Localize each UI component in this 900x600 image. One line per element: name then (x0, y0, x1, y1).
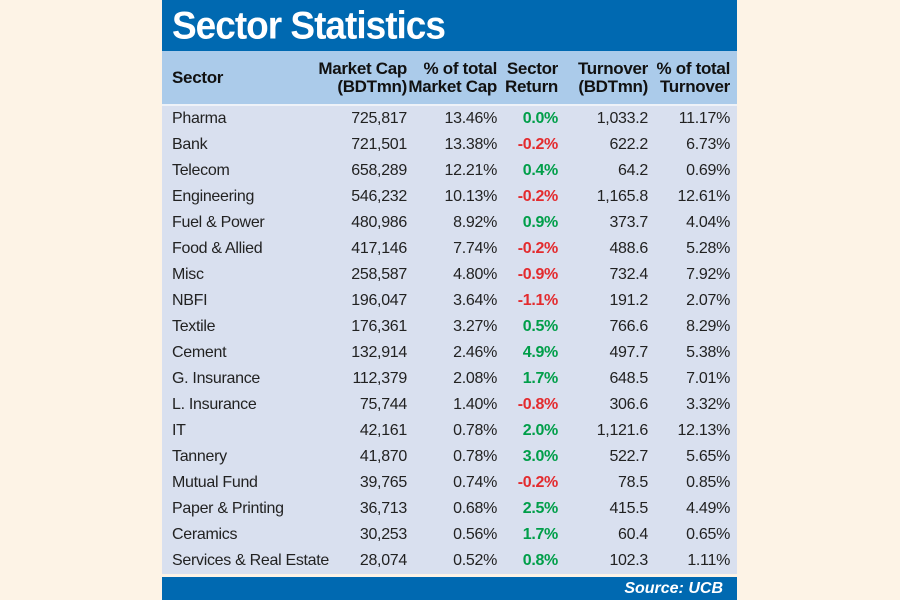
turnover-cell: 306.6 (609, 396, 648, 413)
sector-return-cell: -0.9% (517, 266, 558, 283)
sector-name-cell: Services & Real Estate (172, 552, 330, 569)
market-cap-cell: 658,289 (351, 162, 407, 179)
pct-market-cap-cell: 2.08% (453, 370, 497, 387)
pct-turnover-cell: 5.28% (686, 240, 730, 257)
market-cap-cell: 39,765 (359, 474, 407, 491)
market-cap-cell: 132,914 (351, 344, 407, 361)
column-header-market-cap (318, 51, 407, 104)
market-cap-cell: 42,161 (359, 422, 407, 439)
sector-statistics-panel (162, 0, 737, 600)
pct-market-cap-cell: 4.80% (453, 266, 497, 283)
table-row (162, 496, 737, 522)
turnover-cell: 648.5 (609, 370, 648, 387)
sector-name-cell: Ceramics (172, 526, 238, 543)
column-header-label: % of total (656, 58, 730, 78)
market-cap-cell: 480,986 (351, 214, 407, 231)
sector-return-cell: -0.2% (517, 136, 558, 153)
pct-market-cap-cell: 3.64% (453, 292, 497, 309)
source-bar (162, 577, 737, 600)
sector-return-cell: -0.2% (517, 474, 558, 491)
page-title: Sector Statistics (172, 3, 445, 47)
table-row (162, 548, 737, 574)
pct-turnover-cell: 12.13% (677, 422, 730, 439)
column-header-label: % of total (423, 58, 497, 78)
turnover-cell: 1,033.2 (596, 110, 648, 127)
turnover-cell: 373.7 (609, 214, 648, 231)
sector-return-cell: -1.1% (517, 292, 558, 309)
sector-return-cell: 2.0% (522, 422, 558, 439)
pct-turnover-cell: 1.11% (687, 552, 730, 569)
sector-return-cell: 1.7% (522, 526, 558, 543)
turnover-cell: 488.6 (609, 240, 648, 257)
sector-return-cell: 0.5% (522, 318, 558, 335)
column-header-pct-turnover (648, 51, 737, 104)
pct-market-cap-cell: 8.92% (453, 214, 497, 231)
table-row (162, 262, 737, 288)
market-cap-cell: 176,361 (351, 318, 407, 335)
pct-market-cap-cell: 0.78% (453, 422, 497, 439)
sector-name-cell: L. Insurance (172, 396, 257, 413)
column-header-sector (162, 51, 330, 104)
turnover-cell: 732.4 (609, 266, 648, 283)
market-cap-cell: 546,232 (351, 188, 407, 205)
pct-market-cap-cell: 12.21% (444, 162, 497, 179)
pct-turnover-cell: 8.29% (686, 318, 730, 335)
turnover-cell: 522.7 (609, 448, 648, 465)
pct-turnover-cell: 11.17% (678, 110, 730, 127)
table-row (162, 470, 737, 496)
sector-name-cell: NBFI (172, 292, 208, 309)
pct-turnover-cell: 5.65% (686, 448, 730, 465)
sector-return-cell: -0.2% (517, 188, 558, 205)
turnover-cell: 64.2 (618, 162, 648, 179)
pct-market-cap-cell: 13.38% (444, 136, 497, 153)
sector-return-cell: 0.8% (522, 552, 558, 569)
market-cap-cell: 28,074 (359, 552, 407, 569)
turnover-cell: 78.5 (618, 474, 648, 491)
table-header-row (162, 51, 737, 104)
sector-name-cell: Mutual Fund (172, 474, 258, 491)
pct-market-cap-cell: 0.78% (453, 448, 497, 465)
sector-name-cell: G. Insurance (172, 370, 261, 387)
pct-market-cap-cell: 3.27% (453, 318, 497, 335)
column-header-turnover (558, 51, 648, 104)
market-cap-cell: 30,253 (359, 526, 407, 543)
pct-turnover-cell: 0.65% (686, 526, 730, 543)
column-header-pct-market-cap (407, 51, 497, 104)
sector-return-cell: -0.2% (517, 240, 558, 257)
sector-return-cell: 0.4% (522, 162, 558, 179)
column-header-label: Turnover (659, 76, 730, 96)
table-row (162, 236, 737, 262)
pct-turnover-cell: 2.07% (686, 292, 730, 309)
table-row (162, 392, 737, 418)
table-row (162, 132, 737, 158)
pct-turnover-cell: 5.38% (686, 344, 730, 361)
pct-turnover-cell: 0.69% (686, 162, 730, 179)
table-row (162, 210, 737, 236)
pct-turnover-cell: 3.32% (686, 396, 730, 413)
turnover-cell: 1,165.8 (596, 188, 648, 205)
turnover-cell: 102.3 (609, 552, 648, 569)
sector-return-cell: -0.8% (517, 396, 558, 413)
source-label: Source: UCB (624, 579, 723, 597)
pct-market-cap-cell: 13.46% (444, 110, 497, 127)
sector-name-cell: Bank (172, 136, 208, 153)
table-row (162, 288, 737, 314)
pct-turnover-cell: 0.85% (686, 474, 730, 491)
turnover-cell: 766.6 (609, 318, 648, 335)
table-row (162, 444, 737, 470)
table-row (162, 418, 737, 444)
sector-name-cell: Pharma (172, 110, 227, 127)
market-cap-cell: 36,713 (359, 500, 407, 517)
turnover-cell: 191.2 (609, 292, 648, 309)
table-body (162, 106, 737, 574)
sector-name-cell: Fuel & Power (172, 214, 265, 231)
column-header-label: Sector (506, 58, 558, 78)
pct-turnover-cell: 4.49% (686, 500, 730, 517)
market-cap-cell: 721,501 (351, 136, 407, 153)
sector-name-cell: Paper & Printing (172, 500, 284, 517)
pct-turnover-cell: 6.73% (686, 136, 730, 153)
pct-turnover-cell: 7.92% (686, 266, 730, 283)
table-row (162, 522, 737, 548)
turnover-cell: 1,121.6 (596, 422, 648, 439)
sector-return-cell: 1.7% (522, 370, 558, 387)
sector-name-cell: IT (172, 422, 186, 439)
column-header-label: Market Cap (318, 58, 407, 78)
sector-return-cell: 4.9% (522, 344, 558, 361)
sector-name-cell: Cement (172, 344, 227, 361)
sector-name-cell: Food & Allied (172, 240, 263, 257)
market-cap-cell: 112,379 (352, 370, 407, 387)
pct-market-cap-cell: 0.52% (453, 552, 497, 569)
sector-name-cell: Engineering (172, 188, 255, 205)
turnover-cell: 622.2 (609, 136, 648, 153)
turnover-cell: 60.4 (618, 526, 648, 543)
sector-return-cell: 3.0% (522, 448, 558, 465)
column-header-label: Turnover (577, 58, 648, 78)
pct-turnover-cell: 7.01% (686, 370, 730, 387)
pct-turnover-cell: 12.61% (677, 188, 730, 205)
table-row (162, 366, 737, 392)
sector-return-cell: 0.9% (522, 214, 558, 231)
turnover-cell: 497.7 (609, 344, 648, 361)
sector-name-cell: Tannery (172, 448, 227, 465)
table-row (162, 158, 737, 184)
title-bar (162, 0, 737, 51)
turnover-cell: 415.5 (609, 500, 648, 517)
sector-return-cell: 0.0% (522, 110, 558, 127)
pct-market-cap-cell: 7.74% (453, 240, 497, 257)
market-cap-cell: 75,744 (359, 396, 407, 413)
pct-market-cap-cell: 0.68% (453, 500, 497, 517)
market-cap-cell: 196,047 (351, 292, 407, 309)
pct-market-cap-cell: 10.13% (444, 188, 497, 205)
pct-market-cap-cell: 2.46% (453, 344, 497, 361)
sector-name-cell: Misc (172, 266, 204, 283)
column-header-label: (BDTmn) (337, 76, 407, 96)
sector-name-cell: Textile (172, 318, 216, 335)
column-header-label: (BDTmn) (578, 76, 648, 96)
market-cap-cell: 41,870 (359, 448, 407, 465)
pct-turnover-cell: 4.04% (686, 214, 730, 231)
table-row (162, 340, 737, 366)
column-header-label: Market Cap (408, 76, 497, 96)
pct-market-cap-cell: 0.56% (453, 526, 497, 543)
market-cap-cell: 417,146 (351, 240, 407, 257)
market-cap-cell: 725,817 (351, 110, 407, 127)
sector-return-cell: 2.5% (522, 500, 558, 517)
column-header-label: Sector (172, 67, 224, 87)
pct-market-cap-cell: 0.74% (453, 474, 497, 491)
market-cap-cell: 258,587 (351, 266, 407, 283)
table-row (162, 314, 737, 340)
table-row (162, 184, 737, 210)
pct-market-cap-cell: 1.40% (453, 396, 497, 413)
sector-name-cell: Telecom (172, 162, 230, 179)
column-header-sector-return (497, 51, 558, 104)
table-row (162, 106, 737, 132)
column-header-label: Return (505, 76, 558, 96)
